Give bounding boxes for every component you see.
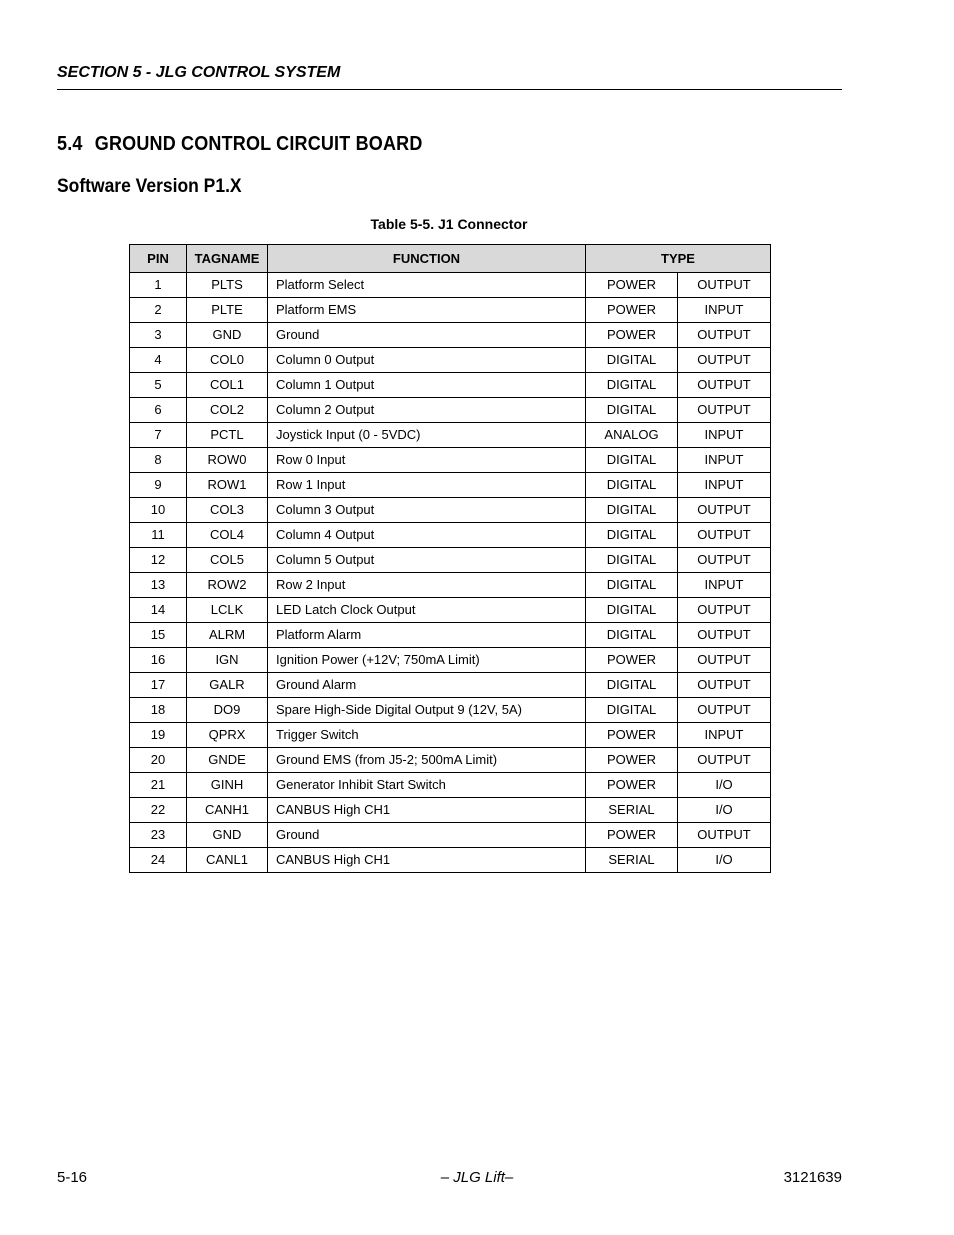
cell-tagname: CANL1 — [187, 848, 268, 873]
cell-pin: 12 — [130, 548, 187, 573]
cell-direction: OUTPUT — [678, 698, 771, 723]
cell-function: Column 4 Output — [268, 523, 586, 548]
cell-direction: OUTPUT — [678, 523, 771, 548]
cell-direction: OUTPUT — [678, 623, 771, 648]
document-number: 3121639 — [783, 1169, 842, 1186]
cell-tagname: COL2 — [187, 398, 268, 423]
cell-pin: 14 — [130, 598, 187, 623]
cell-pin: 9 — [130, 473, 187, 498]
cell-pin: 22 — [130, 798, 187, 823]
table-row — [130, 398, 771, 423]
cell-pin: 5 — [130, 373, 187, 398]
cell-function: Row 1 Input — [268, 473, 586, 498]
cell-function: Platform Alarm — [268, 623, 586, 648]
cell-function: CANBUS High CH1 — [268, 848, 586, 873]
cell-tagname: IGN — [187, 648, 268, 673]
table-row — [130, 723, 771, 748]
cell-type: DIGITAL — [586, 523, 678, 548]
cell-direction: OUTPUT — [678, 648, 771, 673]
cell-direction: INPUT — [678, 723, 771, 748]
cell-function: Ground EMS (from J5-2; 500mA Limit) — [268, 748, 586, 773]
cell-pin: 10 — [130, 498, 187, 523]
section-number: 5.4 — [57, 133, 83, 155]
cell-tagname: PLTE — [187, 298, 268, 323]
table-row — [130, 598, 771, 623]
cell-tagname: ROW1 — [187, 473, 268, 498]
cell-type: DIGITAL — [586, 698, 678, 723]
cell-function: Ground — [268, 323, 586, 348]
cell-direction: INPUT — [678, 423, 771, 448]
cell-direction: I/O — [678, 848, 771, 873]
cell-type: DIGITAL — [586, 548, 678, 573]
table-row — [130, 798, 771, 823]
table-row — [130, 648, 771, 673]
cell-function: Ignition Power (+12V; 750mA Limit) — [268, 648, 586, 673]
cell-pin: 3 — [130, 323, 187, 348]
cell-type: DIGITAL — [586, 448, 678, 473]
cell-function: Ground Alarm — [268, 673, 586, 698]
cell-direction: OUTPUT — [678, 498, 771, 523]
table-row — [130, 423, 771, 448]
section-heading — [57, 133, 422, 156]
cell-function: Column 1 Output — [268, 373, 586, 398]
cell-pin: 11 — [130, 523, 187, 548]
cell-tagname: ROW2 — [187, 573, 268, 598]
cell-pin: 16 — [130, 648, 187, 673]
cell-direction: I/O — [678, 798, 771, 823]
cell-direction: INPUT — [678, 473, 771, 498]
table-caption: Table 5-5. J1 Connector — [370, 216, 528, 232]
cell-pin: 8 — [130, 448, 187, 473]
cell-pin: 2 — [130, 298, 187, 323]
cell-tagname: QPRX — [187, 723, 268, 748]
cell-direction: OUTPUT — [678, 748, 771, 773]
table-row — [130, 448, 771, 473]
section-title: GROUND CONTROL CIRCUIT BOARD — [94, 133, 423, 155]
table-row — [130, 323, 771, 348]
cell-pin: 23 — [130, 823, 187, 848]
cell-direction: OUTPUT — [678, 373, 771, 398]
cell-function: Joystick Input (0 - 5VDC) — [268, 423, 586, 448]
column-header-tagname: TAGNAME — [187, 245, 268, 273]
cell-tagname: COL3 — [187, 498, 268, 523]
cell-direction: INPUT — [678, 448, 771, 473]
cell-direction: OUTPUT — [678, 273, 771, 298]
cell-function: Row 0 Input — [268, 448, 586, 473]
table-row — [130, 373, 771, 398]
cell-tagname: DO9 — [187, 698, 268, 723]
cell-pin: 4 — [130, 348, 187, 373]
cell-tagname: COL4 — [187, 523, 268, 548]
cell-type: DIGITAL — [586, 348, 678, 373]
cell-type: DIGITAL — [586, 598, 678, 623]
cell-pin: 13 — [130, 573, 187, 598]
cell-type: DIGITAL — [586, 398, 678, 423]
table-row — [130, 498, 771, 523]
cell-pin: 20 — [130, 748, 187, 773]
cell-type: POWER — [586, 723, 678, 748]
cell-type: POWER — [586, 648, 678, 673]
cell-type: DIGITAL — [586, 573, 678, 598]
cell-direction: INPUT — [678, 298, 771, 323]
column-header-type: TYPE — [586, 245, 771, 273]
cell-type: POWER — [586, 298, 678, 323]
cell-type: DIGITAL — [586, 623, 678, 648]
cell-type: POWER — [586, 773, 678, 798]
cell-pin: 7 — [130, 423, 187, 448]
cell-direction: INPUT — [678, 573, 771, 598]
cell-function: Generator Inhibit Start Switch — [268, 773, 586, 798]
j1-connector-table — [129, 244, 771, 873]
cell-tagname: GALR — [187, 673, 268, 698]
table-row — [130, 573, 771, 598]
table-row — [130, 848, 771, 873]
footer-publisher: – JLG Lift– — [440, 1169, 514, 1186]
cell-type: DIGITAL — [586, 673, 678, 698]
cell-pin: 24 — [130, 848, 187, 873]
table-row — [130, 348, 771, 373]
subsection-heading: Software Version P1.X — [57, 176, 242, 197]
cell-type: POWER — [586, 823, 678, 848]
cell-pin: 6 — [130, 398, 187, 423]
cell-tagname: COL1 — [187, 373, 268, 398]
cell-function: Row 2 Input — [268, 573, 586, 598]
cell-tagname: CANH1 — [187, 798, 268, 823]
cell-function: LED Latch Clock Output — [268, 598, 586, 623]
header-rule — [57, 89, 842, 90]
cell-function: Platform Select — [268, 273, 586, 298]
cell-tagname: COL0 — [187, 348, 268, 373]
cell-tagname: LCLK — [187, 598, 268, 623]
cell-direction: OUTPUT — [678, 673, 771, 698]
cell-function: Platform EMS — [268, 298, 586, 323]
cell-type: SERIAL — [586, 798, 678, 823]
cell-direction: I/O — [678, 773, 771, 798]
cell-tagname: GNDE — [187, 748, 268, 773]
cell-tagname: GND — [187, 323, 268, 348]
cell-type: POWER — [586, 323, 678, 348]
cell-tagname: COL5 — [187, 548, 268, 573]
section-header: SECTION 5 - JLG CONTROL SYSTEM — [57, 64, 341, 81]
cell-pin: 1 — [130, 273, 187, 298]
cell-function: Trigger Switch — [268, 723, 586, 748]
column-header-function: FUNCTION — [268, 245, 586, 273]
cell-function: Ground — [268, 823, 586, 848]
cell-type: POWER — [586, 273, 678, 298]
cell-type: POWER — [586, 748, 678, 773]
table-row — [130, 673, 771, 698]
table-row — [130, 773, 771, 798]
table-row — [130, 823, 771, 848]
table-row — [130, 623, 771, 648]
cell-pin: 21 — [130, 773, 187, 798]
cell-tagname: GND — [187, 823, 268, 848]
table-header-row — [130, 245, 771, 273]
cell-tagname: ALRM — [187, 623, 268, 648]
cell-type: SERIAL — [586, 848, 678, 873]
column-header-pin: PIN — [130, 245, 187, 273]
cell-function: Column 3 Output — [268, 498, 586, 523]
cell-direction: OUTPUT — [678, 823, 771, 848]
cell-direction: OUTPUT — [678, 598, 771, 623]
cell-direction: OUTPUT — [678, 323, 771, 348]
table-body — [130, 273, 771, 873]
page-number: 5-16 — [57, 1169, 88, 1186]
cell-direction: OUTPUT — [678, 548, 771, 573]
cell-pin: 19 — [130, 723, 187, 748]
table-row — [130, 748, 771, 773]
cell-function: Spare High-Side Digital Output 9 (12V, 5A) — [268, 698, 586, 723]
cell-type: ANALOG — [586, 423, 678, 448]
table-row — [130, 298, 771, 323]
table-row — [130, 548, 771, 573]
cell-pin: 17 — [130, 673, 187, 698]
table-row — [130, 273, 771, 298]
cell-tagname: GINH — [187, 773, 268, 798]
cell-type: DIGITAL — [586, 373, 678, 398]
table-row — [130, 523, 771, 548]
cell-type: DIGITAL — [586, 498, 678, 523]
cell-pin: 15 — [130, 623, 187, 648]
cell-tagname: PCTL — [187, 423, 268, 448]
cell-tagname: PLTS — [187, 273, 268, 298]
table-row — [130, 473, 771, 498]
table-row — [130, 698, 771, 723]
cell-direction: OUTPUT — [678, 348, 771, 373]
cell-tagname: ROW0 — [187, 448, 268, 473]
cell-function: Column 5 Output — [268, 548, 586, 573]
cell-direction: OUTPUT — [678, 398, 771, 423]
cell-function: Column 2 Output — [268, 398, 586, 423]
cell-type: DIGITAL — [586, 473, 678, 498]
cell-function: Column 0 Output — [268, 348, 586, 373]
cell-function: CANBUS High CH1 — [268, 798, 586, 823]
cell-pin: 18 — [130, 698, 187, 723]
